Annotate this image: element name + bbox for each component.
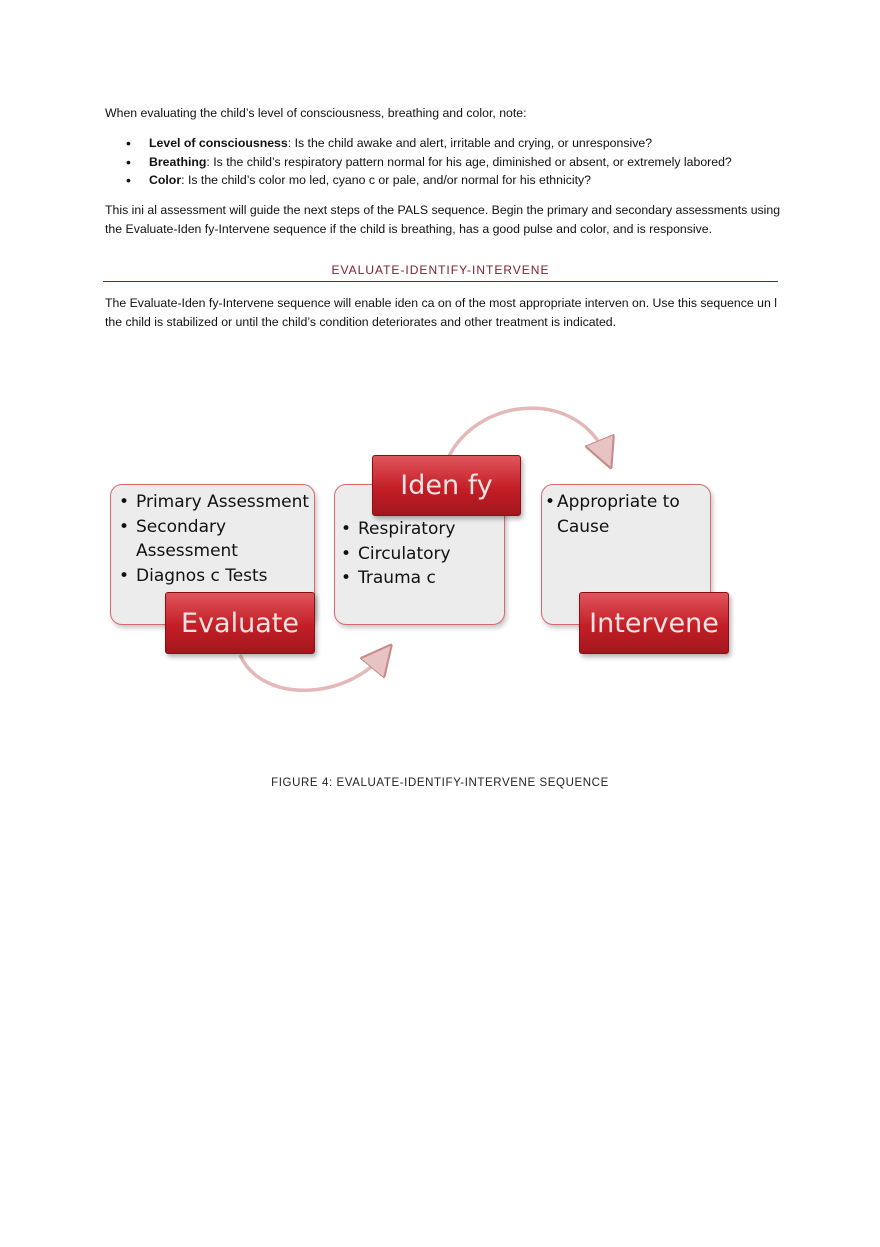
intro-text: When evaluating the child’s level of consciousness, breathing and color, note:	[105, 106, 527, 120]
note-term: Color	[149, 173, 182, 187]
assessment-paragraph: This ini al assessment will guide the next steps of the PALS sequence. Begin the primary and secondary assessments using the Evaluate-Iden fy-Intervene sequence if the child is breathing, has a good pulse and color, and is responsive.	[105, 203, 781, 236]
list-item: • Trauma c	[338, 566, 498, 591]
evaluate-label: Evaluate	[165, 592, 315, 654]
list-item: • Primary Assessment	[116, 490, 311, 515]
note-term: Level of consciousness	[149, 136, 288, 150]
figure-caption: FIGURE 4: EVALUATE-IDENTIFY-INTERVENE SEQUENCE	[271, 777, 609, 789]
list-item: • Diagnos c Tests	[116, 564, 311, 589]
arrow-identify-to-intervene	[448, 408, 606, 458]
note-term: Breathing	[149, 154, 207, 169]
identify-label: Iden fy	[372, 455, 521, 516]
note-text: : Is the child awake and alert, irritable and crying, or unresponsive?	[287, 136, 653, 150]
intervene-label: Intervene	[579, 592, 729, 654]
arrow-evaluate-to-identify	[240, 655, 383, 690]
list-item: • Circulatory	[338, 542, 498, 567]
sequence-paragraph: The Evaluate-Iden fy-Intervene sequence will enable iden ca on of the most appropriate interven on. Use this sequence un l the child is stabilized or until the child’s condition deteriorates and other treatment is indicated.	[105, 296, 777, 329]
list-item: • Appropriate to Cause	[542, 490, 692, 539]
list-item: • Respiratory	[338, 517, 498, 542]
note-text: : Is the child’s color mo led, cyano c or pale, and/or normal for his ethnicity?	[181, 173, 591, 187]
section-heading: EVALUATE-IDENTIFY-INTERVENE	[103, 263, 778, 282]
list-item: • Secondary Assessment	[116, 515, 256, 564]
note-text: : Is the child’s respiratory pattern normal for his age, diminished or absent, or extremely labored?	[206, 154, 732, 169]
